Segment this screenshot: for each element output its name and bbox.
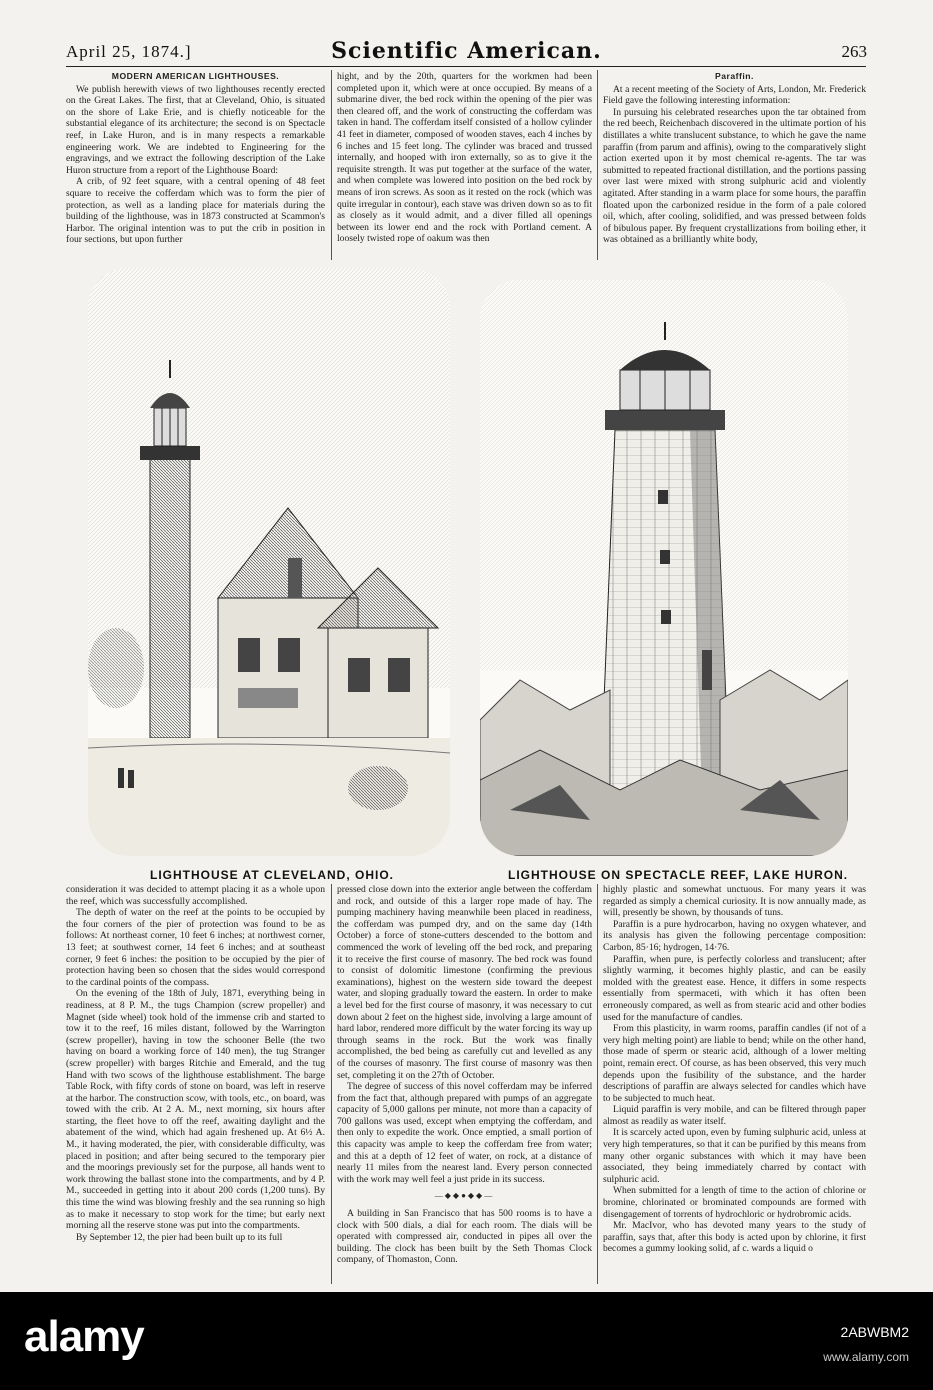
paragraph: Paraffin, when pure, is perfectly colorless and translucent; after slightly warming, it becomes highly plastic, and can be easily molded with the greatest ease. Hence, it differs in some respects essentially from spermaceti, with which it has often been erroneously compared, as well as from stearic acid and other bodies used for the manufacture of candles.	[603, 953, 866, 1023]
cleveland-lighthouse-image	[88, 268, 450, 856]
masthead-title: Scientific American.	[331, 38, 602, 64]
paragraph: highly plastic and somewhat unctuous. For many years it was regarded as simply a chemical curiosity. It is now annually made, as will, presently be shown, by thousands of tuns.	[603, 884, 866, 919]
column-3-top	[603, 71, 866, 261]
spectacle-reef-lighthouse-image	[480, 280, 848, 856]
spectacle-reef-lighthouse-engraving	[480, 280, 848, 856]
paragraph: The degree of success of this novel cofferdam may be inferred from the fact that, although prepared with pumps of an aggregate capacity of 5,000 gallons per minute, not more than a capacity of 700 gallons was used, except when emptying the cofferdam, and then only to expedite the work. Once emptied, a small portion of this capacity was ample to keep the cofferdam free from water; and this at a depth of 12 feet of water, on rock, at a distance of nearly 11 miles from the nearest land. Every person connected with the work may well feel a just pride in its success.	[337, 1081, 592, 1185]
column-1-top	[66, 71, 325, 261]
issue-date: April 25, 1874.]	[66, 42, 192, 61]
paragraph: By September 12, the pier had been built up to its full	[76, 1231, 283, 1243]
paragraph: Paraffin is a pure hydrocarbon, having no oxygen whatever, and its analysis has given the following percentage composition: Carbon, 85·16; hydrogen, 14·76.	[603, 918, 866, 953]
caption-spectacle-reef: LIGHTHOUSE ON SPECTACLE REEF, LAKE HURON.	[508, 868, 849, 882]
paragraph: hight, and by the 20th, quarters for the workmen had been completed upon it, which were at once occupied. By means of a submarine diver, the bed rock within the opening of the pier was then cleared off, and the work of constructing the cofferdam was taken in hand. The cofferdam itself consisted of a hollow cylinder 41 feet in diameter, composed of wooden staves, each 4 inches by 6 inches and 15 feet long. The cylinder was braced and trussed internally, and hooped with iron externally, so as to give it the requisite strength. It was put together at the surface of the water, and when complete was lowered into position on the bed rock by means of iron screws. As soon as it rested on the rock (which was quite irregular in contour), each stave was driven down so as to fit as closely as it would admit, and a diver filled all openings between its lower end and the rock with Portland cement. A loosely twisted rope of oakum was then	[337, 71, 592, 245]
column-1-bottom	[66, 884, 325, 1284]
caption-cleveland: LIGHTHOUSE AT CLEVELAND, OHIO.	[150, 868, 395, 882]
column-3-bottom	[603, 884, 866, 1284]
watermark-url: www.alamy.com	[823, 1350, 909, 1364]
paragraph: It is scarcely acted upon, even by fuming sulphuric acid, unless at very high temperatures, so that it can be purified by this means from many other organic substances with which it may have been associated, they being immediately charred by contact with sulphuric acid.	[603, 1127, 866, 1185]
paragraph: We publish herewith views of two lighthouses recently erected on the Great Lakes. The first, that at Cleveland, Ohio, is situated on the shore of Lake Erie, and is chiefly noticeable for the substantial elegance of its architecture; the second is on Spectacle reef, in Lake Huron, and is in many respects a remarkable engineering work. We are indebted to Engineering for the engravings, and we extract the following description of the Lake Huron structure from a report of the Lighthouse Board:	[66, 83, 325, 176]
paragraph: pressed close down into the exterior angle between the cofferdam and rock, and outside of this a larger rope made of hay. The pumping machinery having meanwhile been placed in readiness, the cofferdam was pumped dry, and on the same day (14th October) a force of stone-cutters descended to the bottom and commenced the work of leveling off the bed rock, and preparing it to receive the first course of masonry. The bed rock was found to consist of dolomitic limestone (confirming the previous examinations), highest on the western side toward the deepest water, and sloping gradually toward the eastern. In order to make a level bed for the first course of masonry, it was necessary to cut down about 2 feet on the highest side, involving a large amount of hard labor, rendered more difficult by the water forcing its way up through seams in the rock. But the work was finally accomplished, the bed being as carefully cut and levelled as any of the courses of masonry. The first course of masonry was then set, completing it on the 27th of October.	[337, 884, 592, 1081]
column-2-top	[337, 71, 592, 261]
paragraph: Mr. MacIvor, who has devoted many years to the study of paraffin, says that, after this body is acted upon by chlorine, it first becomes a gummy looking solid, af c. wards a liquid o	[603, 1220, 866, 1255]
cleveland-lighthouse-engraving	[88, 268, 450, 856]
header-rule	[66, 66, 866, 67]
column-divider	[331, 884, 332, 1284]
alamy-logo: alamy	[24, 1312, 144, 1361]
article-heading-paraffin: Paraffin.	[715, 71, 754, 81]
column-divider	[597, 884, 598, 1284]
column-divider	[597, 70, 598, 260]
paragraph: The depth of water on the reef at the points to be occupied by the four corners of the pier of protection was found to be as follows: At northeast corner, 10 feet 6 inches; at northwest corner, 13 feet; at southwest corner, 14 feet 6 inches; and at southeast corner, 9 feet 6 inches: the position to be occupied by the pier of protection having been so chosen that the sides would correspond to the cardinal points of the compass.	[66, 907, 325, 988]
article-heading-lighthouses: MODERN AMERICAN LIGHTHOUSES.	[111, 71, 280, 81]
page-number: 263	[841, 42, 867, 61]
section-ornament: —◆◆●◆◆—	[434, 1191, 495, 1201]
column-2-bottom	[337, 884, 592, 1284]
paragraph: When submitted for a length of time to the action of chlorine or bromine, chlorinated or brominated compounds are formed with disengagement of torrents of hydrochloric or hydrobromic acids.	[603, 1185, 866, 1220]
paragraph: consideration it was decided to attempt placing it as a whole upon the reef, which was successfully accomplished.	[66, 884, 325, 907]
paragraph: In pursuing his celebrated researches upon the tar obtained from the red beech, Reichenbach discovered in the ultimate portion of his distillates a white translucent substance, to which he gave the name paraffin (from parum and affinis), owing to the comparatively slight action exerted upon it by most chemical re-agents. The tar was submitted to repeated fractional distillation, and the portions passing over last were mixed with strong sulphuric acid and violently agitated. After standing in a warm place for some hours, the paraffin floated upon the carbonized residue in the form of a pale colored oil, which, after cooling, solidified, and was pressed between folds of bibulous paper. By frequent crystallizations from boiling ether, it was obtained as a brilliantly white body,	[603, 106, 866, 246]
column-divider	[331, 70, 332, 260]
paragraph: At a recent meeting of the Society of Arts, London, Mr. Frederick Field gave the following interesting information:	[603, 83, 866, 107]
paragraph: From this plasticity, in warm rooms, paraffin candles (if not of a very high melting point) are liable to bend; while on the other hand, those made of sperm or stearic acid, although of a lower melting point, remain erect. Of course, as has been observed, this very much depends upon the fusibility of the substance, and the harder descriptions of paraffin are always selected for candles which have to be subjected to much heat.	[603, 1023, 866, 1104]
paragraph: Liquid paraffin is very mobile, and can be filtered through paper almost as readily as water itself.	[603, 1104, 866, 1127]
paragraph-clock-note: A building in San Francisco that has 500 rooms is to have a clock with 500 dials, a dial for each room. The dials will be operated with compressed air, conducted in pipes all over the building. The clock has been built by the Seth Thomas Clock company, of Thomaston, Conn.	[337, 1208, 592, 1266]
paragraph: On the evening of the 18th of July, 1871, everything being in readiness, at 8 P. M., the tugs Champion (screw propeller) and Magnet (side wheel) took hold of the immense crib and started to tow it to the reef, 16 miles distant, followed by the Warrington (screw propeller), having in tow the schooner Belle (the two having on board a working force of 140 men), the tug Stranger (screw propeller) with barges Ritchie and Emerald, and the tug Hand with two scows of the lighthouse establishment. The barge Table Rock, with fifty cords of stone on board, was left in reserve at the harbor. The construction scow, with tools, etc., on board, was towed with the crib. At 2 A. M., next morning, six hours after starting, the fleet hove to off the reef, awaiting daylight and the abatement of the wind, which had again freshened up. At 6½ A. M., it having moderated, the pier, with considerable difficulty, was placed in position; and after being secured to the temporary pier and the moorings previously set for the purpose, all hands went to work throwing the ballast stone into the compartments, and by 4 P. M., succeeded in getting into it about 200 cords (1,200 tuns). By this time the wind was blowing freshly and the sea running so high as to make it necessary to stop work for the time; but early next morning all the reserve stone was put into the compartments.	[66, 988, 325, 1232]
image-id: 2ABWBM2	[840, 1324, 909, 1340]
paragraph: A crib, of 92 feet square, with a central opening of 48 feet square to receive the cofferdam which was to form the pier of protection, as well as a landing place for materials during the building of the lighthouse, was in 1873 constructed at Scammon's Harbor. The original intention was to put the crib in position in four sections, but upon further	[66, 176, 325, 246]
